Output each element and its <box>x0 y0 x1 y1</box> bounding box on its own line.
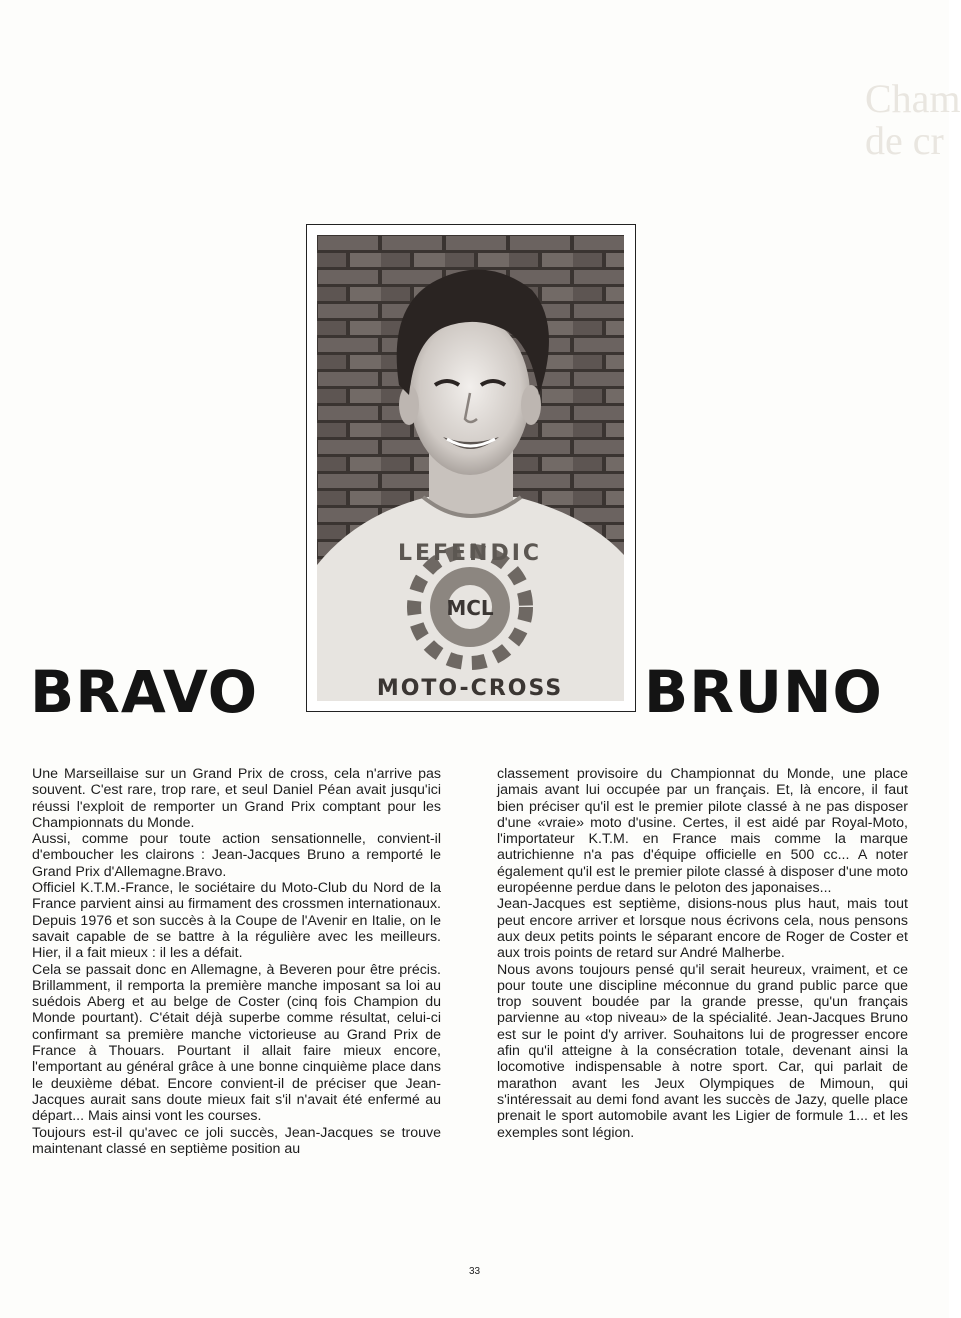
article-paragraph: Une Marseillaise sur un Grand Prix de cross, cela n'arrive pas souvent. C'est rare, trop rare, et seul Daniel Péan avait jusqu'ici réussi l'exploit de remporter un Grand Prix comptant pour les Championnats du Monde. <box>32 766 441 831</box>
headline-right-word: BRUNO <box>644 658 883 726</box>
article-paragraph: Toujours est-il qu'avec ce joli succès, Jean-Jacques se trouve maintenant classé en septième position au <box>32 1124 441 1157</box>
page-number: 33 <box>468 1266 481 1277</box>
bleed-line-1: Cham <box>865 76 961 121</box>
bleed-through-text <box>865 76 961 163</box>
article-paragraph: Officiel K.T.M.-France, le sociétaire du Moto-Club du Nord de la France parvient ainsi au firmament des crossmen internationaux. Depuis 1976 et son succès à la Coupe de l'Avenir en Italie, on le savait capable de se battre à la régulière avec les meilleurs. Hier, il a fait mieux : il les a défait. <box>32 880 441 962</box>
article-paragraph: Nous avons toujours pensé qu'il serait heureux, vraiment, et ce pour toute une discipline méconnue du grand public parce que trop souvent boudée par la grande presse, qu'un français parvienne au «top niveau» de la spécialité. Jean-Jacques Bruno est sur le point d'y arriver. Souhaitons lui de progresser encore afin qu'il atteigne à la consécration totale, devenant ainsi la locomotive indispensable à notre sport. Car, qui parlait de marathon avant les Jeux Olympiques de Mimoun, qui s'intéressait au demi fond avant les succès de Jazy, quelle place prenait le sport automobile avant les Ligier de formule 1... et les exemples sont légion. <box>497 961 908 1141</box>
article-column-right <box>497 766 908 1141</box>
article-paragraph: classement provisoire du Championnat du Monde, une place jamais avant lui occupée par un français. Et, là encore, il faut bien préciser qu'il est le premier pilote classé à ne pas disposer d'une «vraie» moto d'usine. Certes, il est aidé par Royal-Moto, l'importateur K.T.M. en France mais comme la marque autrichienne n'a pas d'équipe officielle en 500 cc... A noter également qu'il est le premier pilote classé à disposer d'une moto européenne perdue dans le peloton des japonaises... <box>497 766 908 897</box>
article-paragraph: Aussi, comme pour toute action sensationnelle, convient-il d'emboucher les clairons : Jean-Jacques Bruno a remporté le Grand Prix d'Allemagne.Bravo. <box>32 831 441 880</box>
bleed-line-2: de cr <box>865 118 944 163</box>
article-paragraph: Cela se passait donc en Allemagne, à Beveren pour être précis. Brillamment, il remporta la première manche imposant sa loi au suédois Aberg et au belge de Coster (cinq fois Champion du Monde pourtant). C'était déjà superbe comme résultat, celui-ci confirmant sa première manche victorieuse au Grand Prix de France à Thouars. Pourtant il allait faire mieux encore, l'emportant au général grâce à une bonne cinquième place dans le deuxième débat. Encore convient-il de préciser que Jean-Jacques aurait sans doute mieux fait s'il n'avait été enfermé au départ... Mais ainsi vont les courses. <box>32 961 441 1125</box>
portrait-photo-frame <box>306 224 636 712</box>
shirt-arc-text: LEFENDIC <box>397 541 543 566</box>
shirt-bottom-text: MOTO-CROSS <box>376 676 564 701</box>
headline-left-word: BRAVO <box>30 658 258 726</box>
shirt-badge-text: MCL <box>446 596 494 620</box>
article-column-left <box>32 766 441 1157</box>
portrait-illustration <box>317 235 624 701</box>
portrait-photo <box>317 235 624 701</box>
article-paragraph: Jean-Jacques est septième, disions-nous plus haut, mais tout peut encore arriver et lorsque nous écrivons cela, nous pensons aux deux petits points le séparant encore de Roger de Coster et aux trois points de retard sur André Malherbe. <box>497 896 908 962</box>
